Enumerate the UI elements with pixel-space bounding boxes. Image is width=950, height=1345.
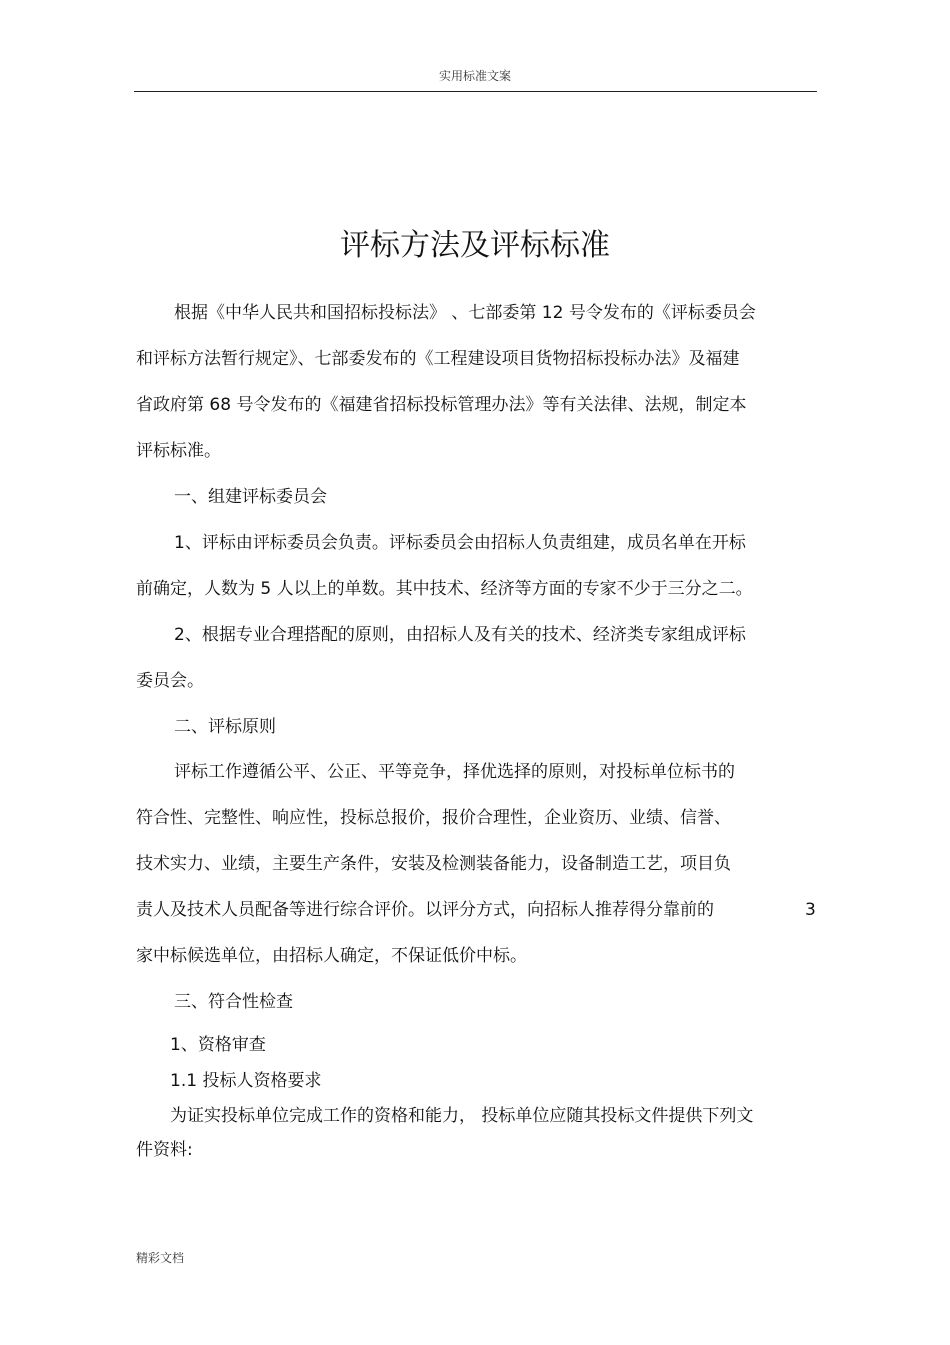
document-title: 评标方法及评标标准 (340, 228, 610, 263)
paragraph-line: 委员会。 (136, 671, 204, 691)
paragraph-line: 和评标方法暂行规定》、七部委发布的《工程建设项目货物招标投标办法》及福建 (136, 349, 740, 369)
paragraph-line: 评标标准。 (136, 441, 221, 461)
section-heading: 一、组建评标委员会 (174, 487, 327, 507)
paragraph-line: 技术实力、业绩，主要生产条件，安装及检测装备能力，设备制造工艺，项目负 (136, 854, 731, 874)
paragraph-line: 2、根据专业合理搭配的原则，由招标人及有关的技术、经济类专家组成评标 (174, 625, 746, 645)
paragraph-line: 根据《中华人民共和国招标投标法》 、七部委第 12 号令发布的《评标委员会 (174, 303, 756, 323)
page-header: 实用标准文案 (438, 69, 511, 83)
paragraph-line: 责人及技术人员配备等进行综合评价。以评分方式，向招标人推荐得分靠前的 (136, 900, 714, 920)
paragraph-line: 符合性、完整性、响应性，投标总报价，报价合理性，企业资历、业绩、信誉、 (136, 808, 731, 828)
subsection-heading: 1、资格审查 (170, 1035, 266, 1055)
paragraph-line: 1、评标由评标委员会负责。评标委员会由招标人负责组建，成员名单在开标 (174, 533, 746, 553)
subsection-heading: 1.1 投标人资格要求 (170, 1071, 322, 1091)
paragraph-line-number: 3 (805, 900, 816, 920)
paragraph-line: 省政府第 68 号令发布的《福建省招标投标管理办法》等有关法律、法规，制定本 (136, 395, 747, 415)
paragraph-line: 件资料: (136, 1140, 193, 1160)
header-divider (134, 91, 817, 92)
paragraph-line: 评标工作遵循公平、公正、平等竞争，择优选择的原则，对投标单位标书的 (174, 762, 735, 782)
paragraph-line: 家中标候选单位，由招标人确定，不保证低价中标。 (136, 946, 527, 966)
section-heading: 三、符合性检查 (174, 992, 293, 1012)
section-heading: 二、评标原则 (174, 717, 276, 737)
paragraph-line: 前确定，人数为 5 人以上的单数。其中技术、经济等方面的专家不少于三分之二。 (136, 579, 753, 599)
page-footer: 精彩文档 (136, 1251, 185, 1265)
paragraph-line: 为证实投标单位完成工作的资格和能力， 投标单位应随其投标文件提供下列文 (170, 1106, 754, 1126)
